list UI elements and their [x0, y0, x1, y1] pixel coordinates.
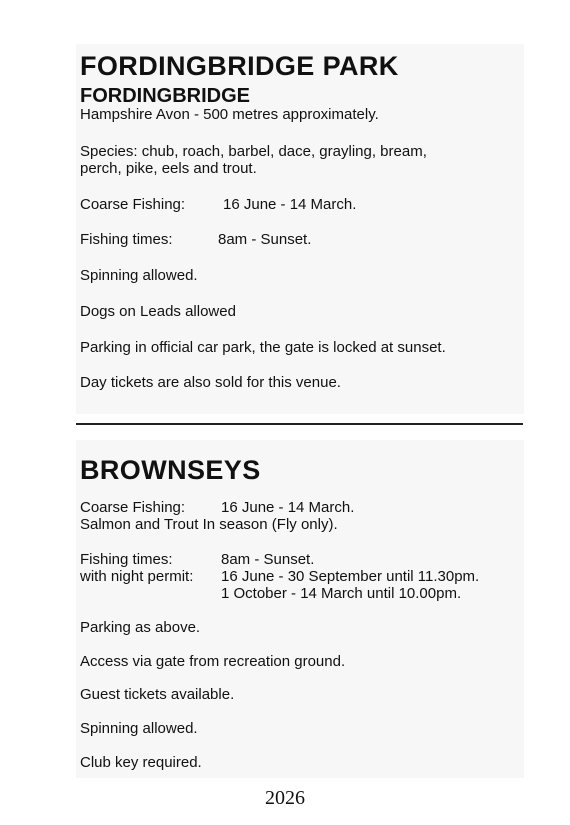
parking-note: Parking in official car park, the gate is locked at sunset.	[80, 339, 446, 356]
club-key-note: Club key required.	[80, 754, 202, 771]
fishing-times-label: Fishing times:	[80, 231, 173, 248]
page-number: 2026	[265, 787, 305, 809]
fishing-times-value: 8am - Sunset.	[218, 231, 312, 248]
venue-subtitle: FORDINGBRIDGE	[80, 85, 250, 107]
spinning-note: Spinning allowed.	[80, 267, 198, 284]
fishing-times-label: Fishing times:	[80, 551, 173, 568]
section-divider	[76, 423, 523, 425]
venue-title: BROWNSEYS	[80, 455, 261, 485]
venue-location: Hampshire Avon - 500 metres approximately.	[80, 106, 379, 123]
species-line-1: Species: chub, roach, barbel, dace, grayling, bream,	[80, 143, 427, 160]
fishing-times-row	[80, 551, 314, 569]
tickets-note: Day tickets are also sold for this venue.	[80, 374, 341, 391]
guest-tickets-note: Guest tickets available.	[80, 686, 235, 703]
coarse-fishing-row	[80, 499, 354, 517]
coarse-fishing-label: Coarse Fishing:	[80, 499, 186, 516]
coarse-fishing-value: 16 June - 14 March.	[221, 499, 355, 516]
spinning-note: Spinning allowed.	[80, 720, 198, 737]
venue-title: FORDINGBRIDGE PARK	[80, 51, 399, 81]
salmon-trout-note: Salmon and Trout In season (Fly only).	[80, 516, 338, 533]
species-line-2: perch, pike, eels and trout.	[80, 160, 257, 177]
dogs-note: Dogs on Leads allowed	[80, 303, 236, 320]
coarse-fishing-value: 16 June - 14 March.	[223, 196, 357, 213]
fishing-times-value: 8am - Sunset.	[221, 551, 315, 568]
parking-note: Parking as above.	[80, 619, 201, 636]
night-permit-row	[80, 568, 479, 586]
access-note: Access via gate from recreation ground.	[80, 653, 346, 670]
night-permit-label: with night permit:	[80, 568, 194, 585]
night-permit-value-1: 16 June - 30 September until 11.30pm.	[221, 568, 480, 585]
fishing-times-row	[80, 231, 311, 249]
night-permit-value-2: 1 October - 14 March until 10.00pm.	[221, 585, 462, 602]
coarse-fishing-row	[80, 196, 356, 214]
coarse-fishing-label: Coarse Fishing:	[80, 196, 186, 213]
